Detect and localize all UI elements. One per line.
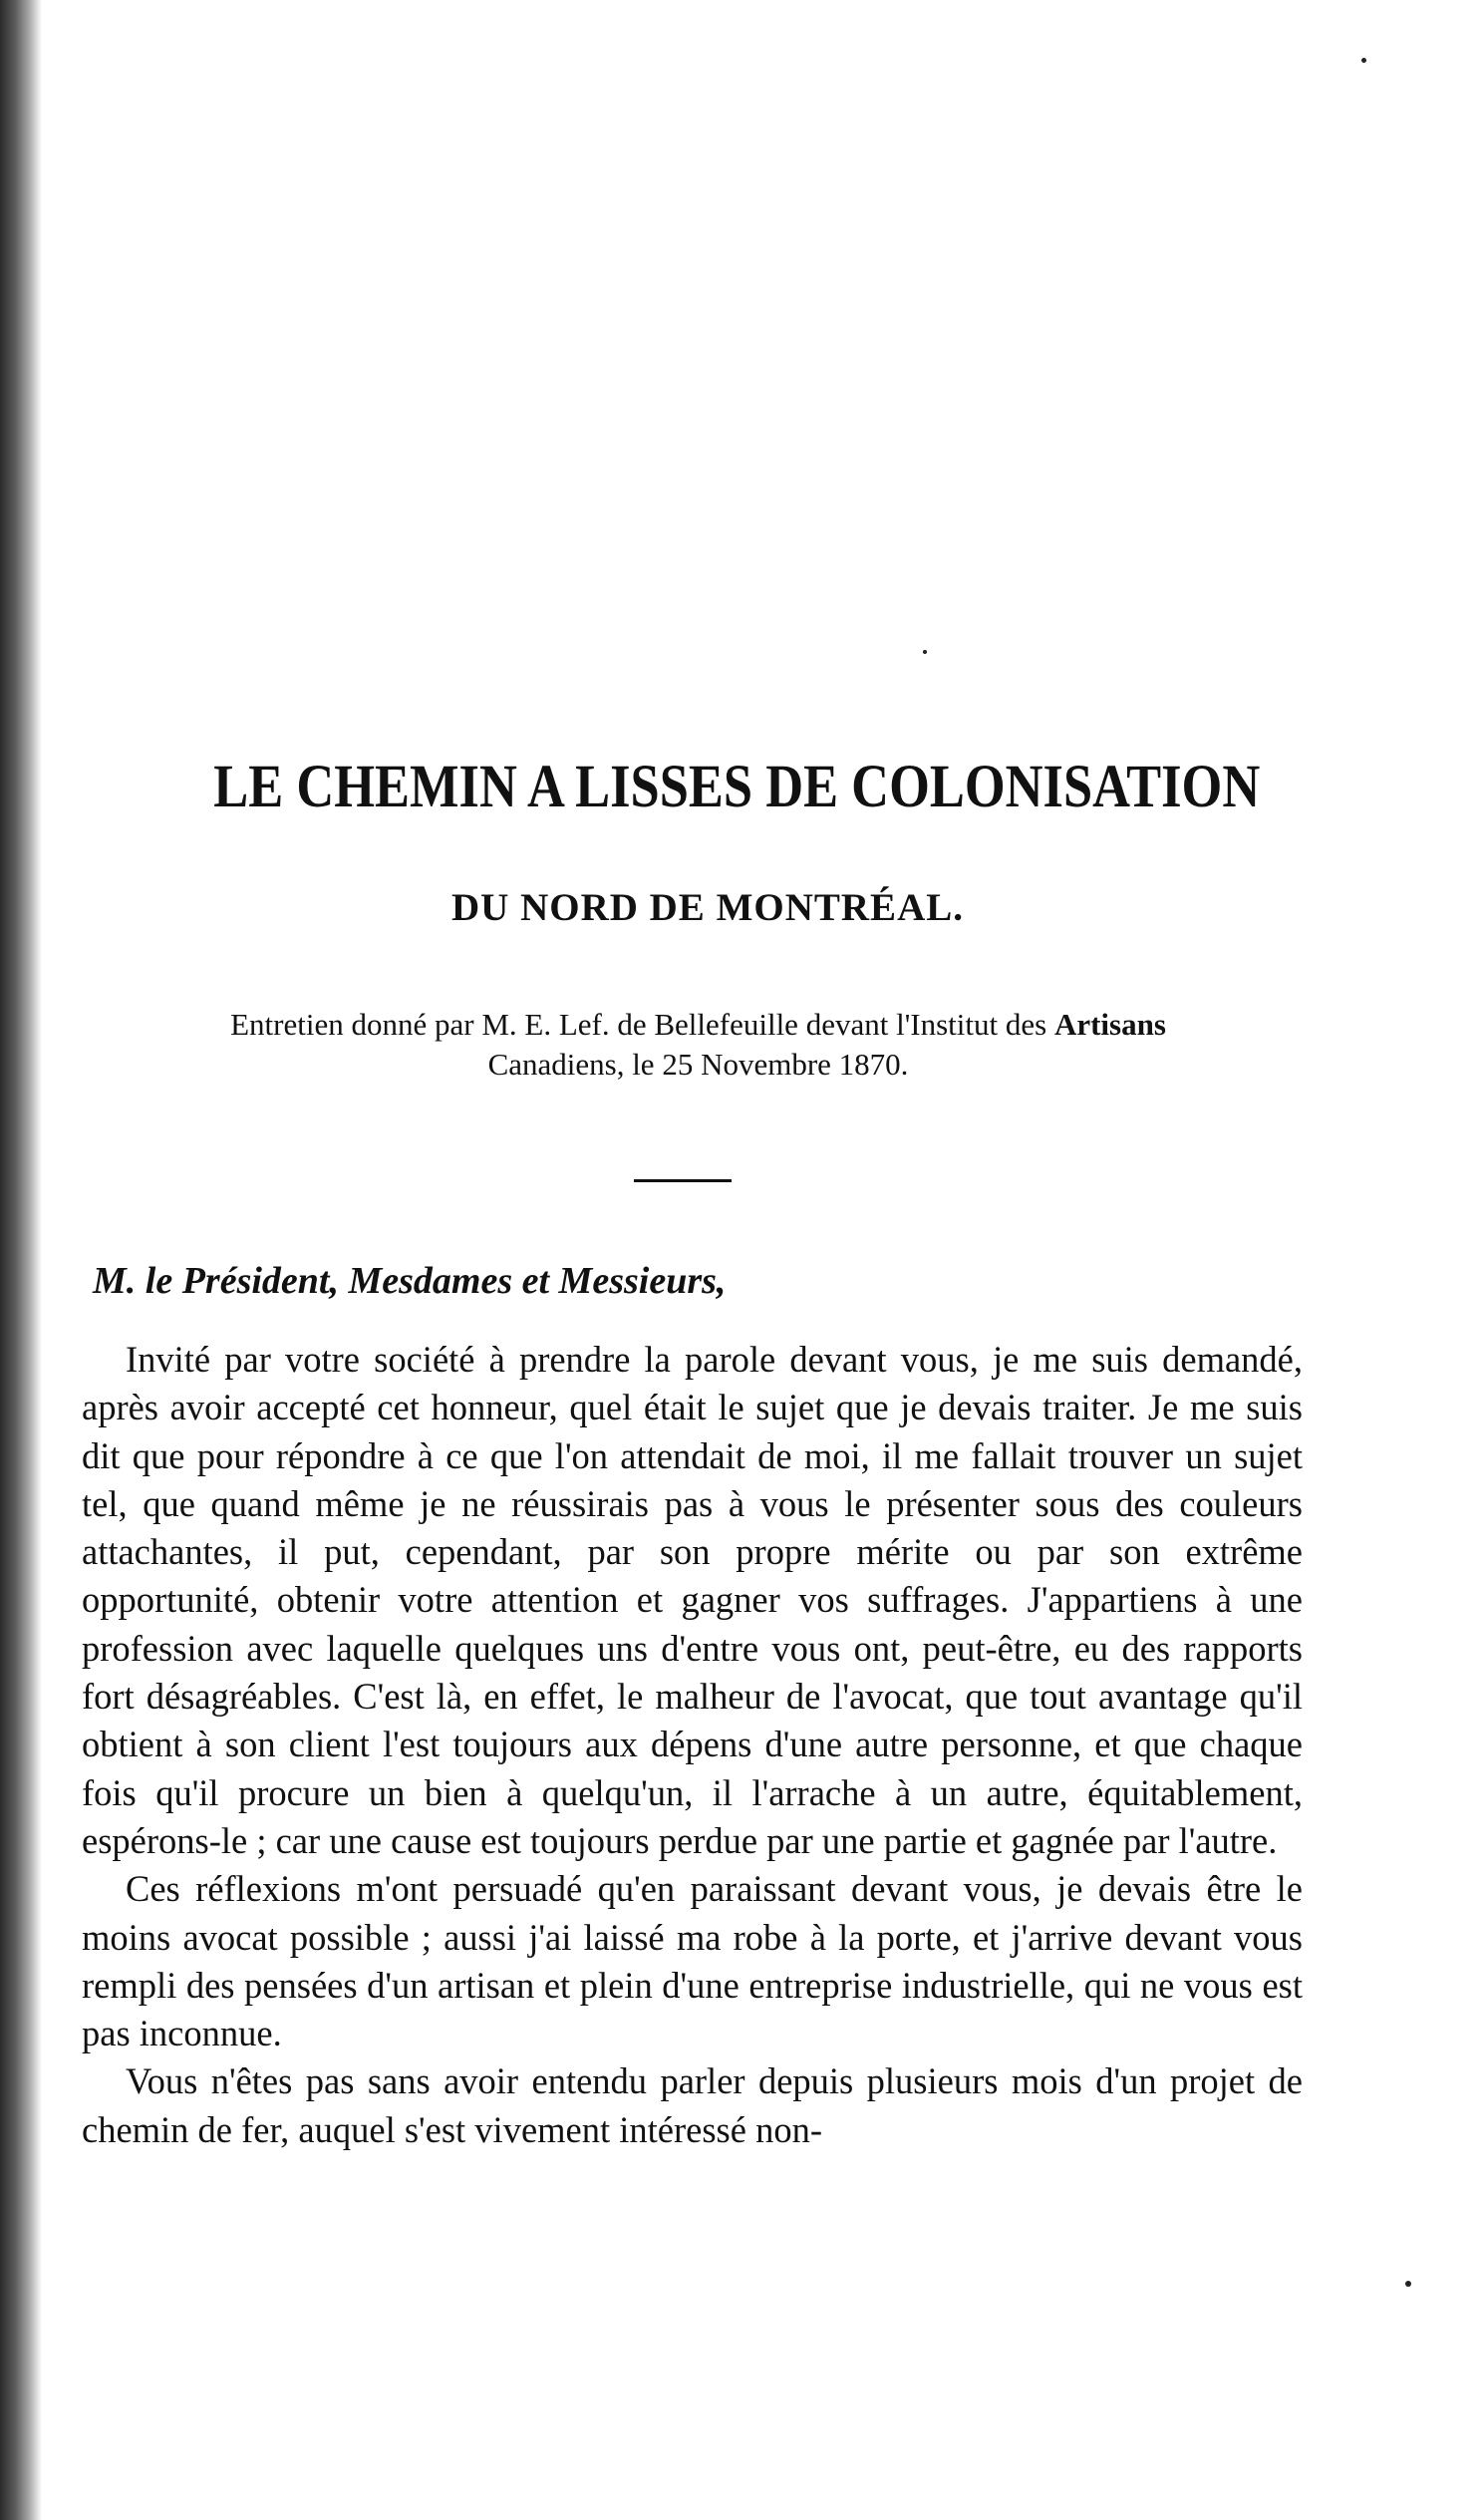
byline-part1: Entretien donné par M. E. Lef. de Bellefeuille devant l'Institut des	[230, 1007, 1054, 1042]
page-subtitle: DU NORD DE MONTRÉAL.	[450, 886, 964, 929]
byline-part2: Canadiens, le 25 Novembre 1870.	[487, 1047, 909, 1082]
section-divider	[634, 1179, 732, 1182]
salutation: M. le Président, Mesdames et Messieurs,	[93, 1260, 727, 1302]
scan-edge-shadow	[0, 0, 42, 2520]
paragraph: Ces réflexions m'ont persuadé qu'en paraissant devant vous, je devais être le moins avocat possible ; aussi j'ai laissé ma robe à la porte, et j'arrive devant vous rempli des pensées d'un artisan et plein d'une entreprise industrielle, qui ne vous est pas inconnue.	[82, 1868, 1303, 2054]
paragraph: Invité par votre société à prendre la parole devant vous, je me suis demandé, après avoir accepté cet honneur, quel était le sujet que je devais traiter. Je me suis dit que pour répondre à ce que l'on attendait de moi, il me fallait trouver un sujet tel, que quand même je ne réussirais pas à vous le présenter sous des couleurs attachantes, il put, cependant, par son propre mérite ou par son extrême opportunité, obtenir votre attention et gagner vos suffrages. J'appartiens à une profession avec laquelle quelques uns d'entre vous ont, peut-être, eu des rapports fort désagréables. C'est là, en effet, le malheur de l'avocat, que tout avantage qu'il obtient à son client l'est toujours aux dépens d'une autre personne, et que chaque fois qu'il procure un bien à quelqu'un, il l'arrache à un autre, équitablement, espérons-le ; car une cause est toujours perdue par une partie et gagnée par l'autre.	[82, 1339, 1303, 1861]
paragraph: Vous n'êtes pas sans avoir entendu parler depuis plusieurs mois d'un projet de chemin de fer, auquel s'est vivement intéressé non-	[82, 2060, 1303, 2150]
byline-emphasis: Artisans	[1053, 1007, 1166, 1042]
byline	[88, 1005, 1309, 1085]
paper-speck	[923, 650, 927, 654]
paper-speck	[1405, 2281, 1411, 2287]
page-title: LE CHEMIN A LISSES DE COLONISATION	[213, 754, 1261, 820]
body-text	[82, 1336, 1303, 2154]
paper-speck	[1361, 58, 1366, 63]
